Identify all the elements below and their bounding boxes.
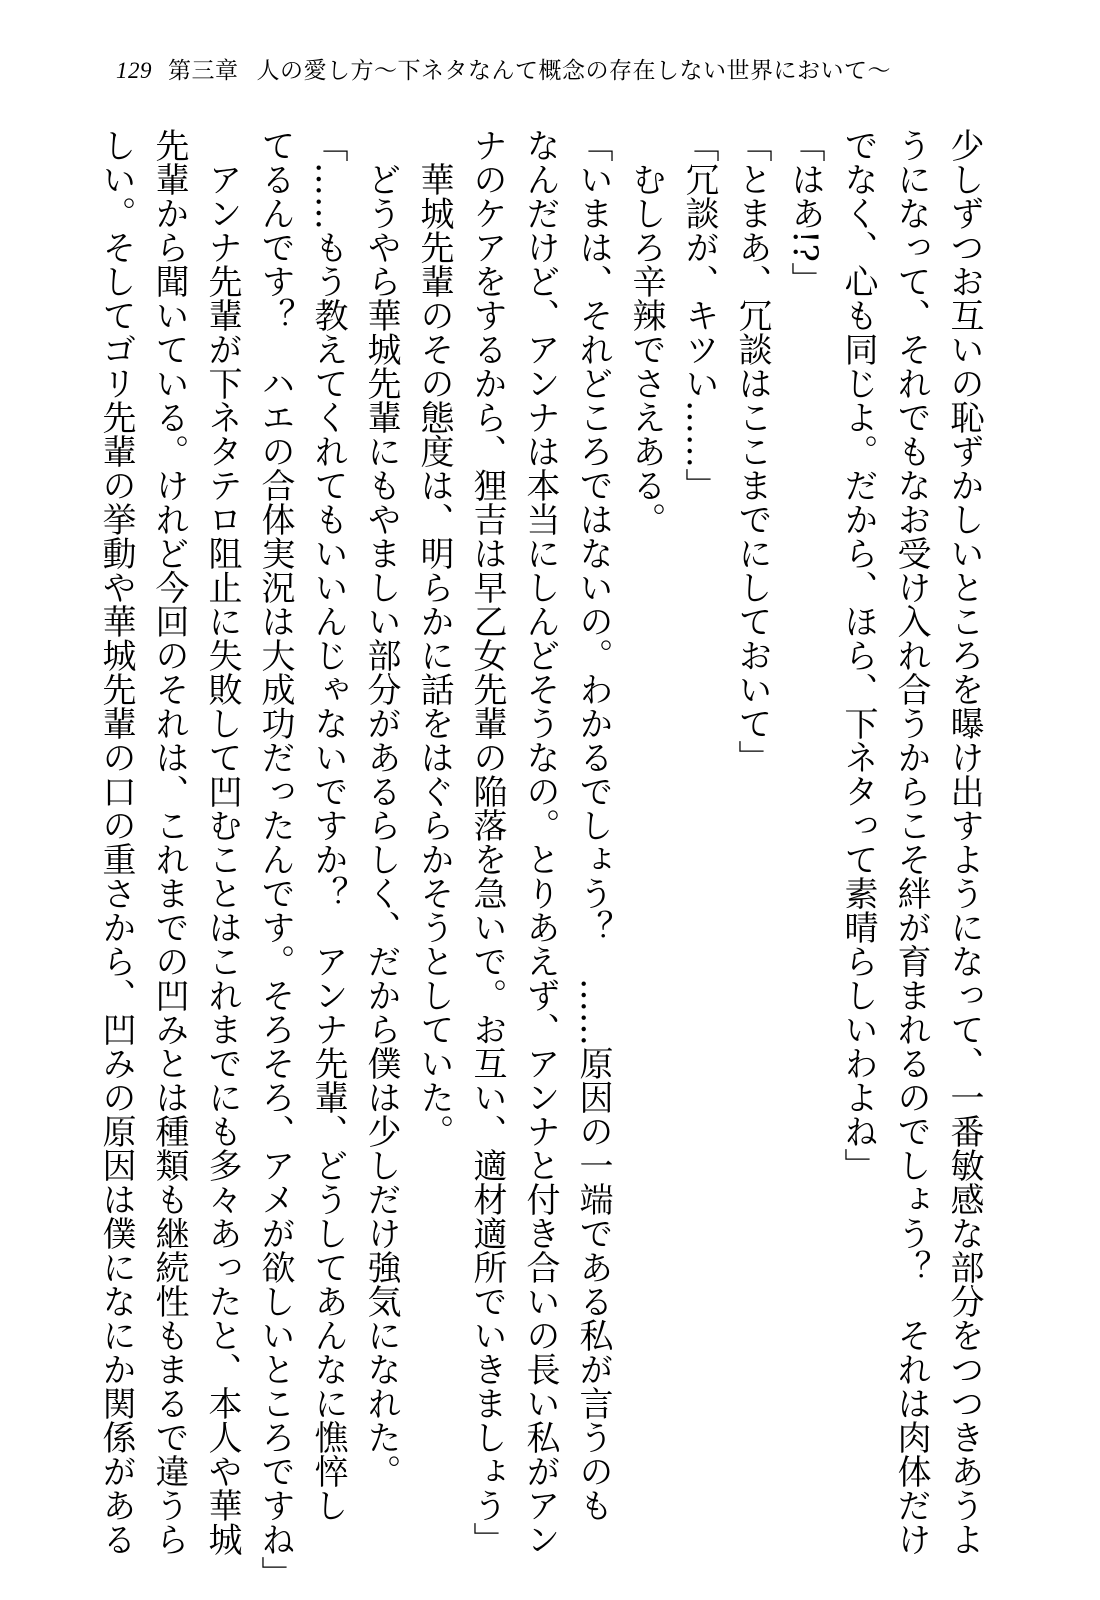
text-line: どうやら華城先輩にもやましい部分があるらしく、だから僕は少しだけ強気になれた。 — [361, 128, 401, 1488]
chapter-label: 第三章 — [168, 58, 239, 84]
text-line: 「……もう教えてくれてもいいんじゃないですか？ アンナ先輩、どうしてあんなに憔悴し — [308, 128, 348, 1522]
text-line: でなく、心も同じよ。だから、ほら、下ネタって素晴らしいわよね」 — [838, 128, 878, 1182]
text-line: むしろ辛辣でさえある。 — [626, 128, 666, 536]
text-line: 「冗談が、キツい……」 — [679, 128, 719, 502]
text-line: てるんです？ ハエの合体実況は大成功だったんです。そろそろ、アメが欲しいところですね」 — [255, 128, 295, 1590]
text-line: 少しずつお互いの恥ずかしいところを曝け出すようになって、一番敏感な部分をつつきあうよ — [944, 128, 984, 1556]
text-line: 華城先輩のその態度は、明らかに話をはぐらかそうとしていた。 — [414, 128, 454, 1148]
page-number: 129 — [116, 58, 152, 83]
vertical-body-text — [89, 128, 990, 1590]
text-line: アンナ先輩が下ネタテロ阻止に失敗して凹むことはこれまでにも多々あったと、本人や華城 — [202, 128, 242, 1556]
text-line: うになって、それでもなお受け入れ合うからこそ絆が育まれるのでしょう？ それは肉体だけ — [891, 128, 931, 1556]
text-line: 「はあ!?」 — [785, 128, 825, 296]
text-line: 「いまは、それどころではないの。わかるでしょう？ ……原因の一端である私が言うのも — [573, 128, 613, 1522]
text-line: しい。そしてゴリ先輩の挙動や華城先輩の口の重さから、凹みの原因は僕になにか関係がある — [96, 128, 136, 1556]
text-line: 「とまあ、冗談はここまでにしておいて」 — [732, 128, 772, 774]
running-header — [116, 52, 891, 85]
chapter-title: 人の愛し方〜下ネタなんて概念の存在しない世界において〜 — [256, 58, 891, 84]
text-line: ナのケアをするから、狸吉は早乙女先輩の陥落を急いで。お互い、適材適所でいきましょう」 — [467, 128, 507, 1556]
text-line: 先輩から聞いている。けれど今回のそれは、これまでの凹みとは種類も継続性もまるで違うら — [149, 128, 189, 1556]
text-line: なんだけど、アンナは本当にしんどそうなの。とりあえず、アンナと付き合いの長い私がアン — [520, 128, 560, 1556]
